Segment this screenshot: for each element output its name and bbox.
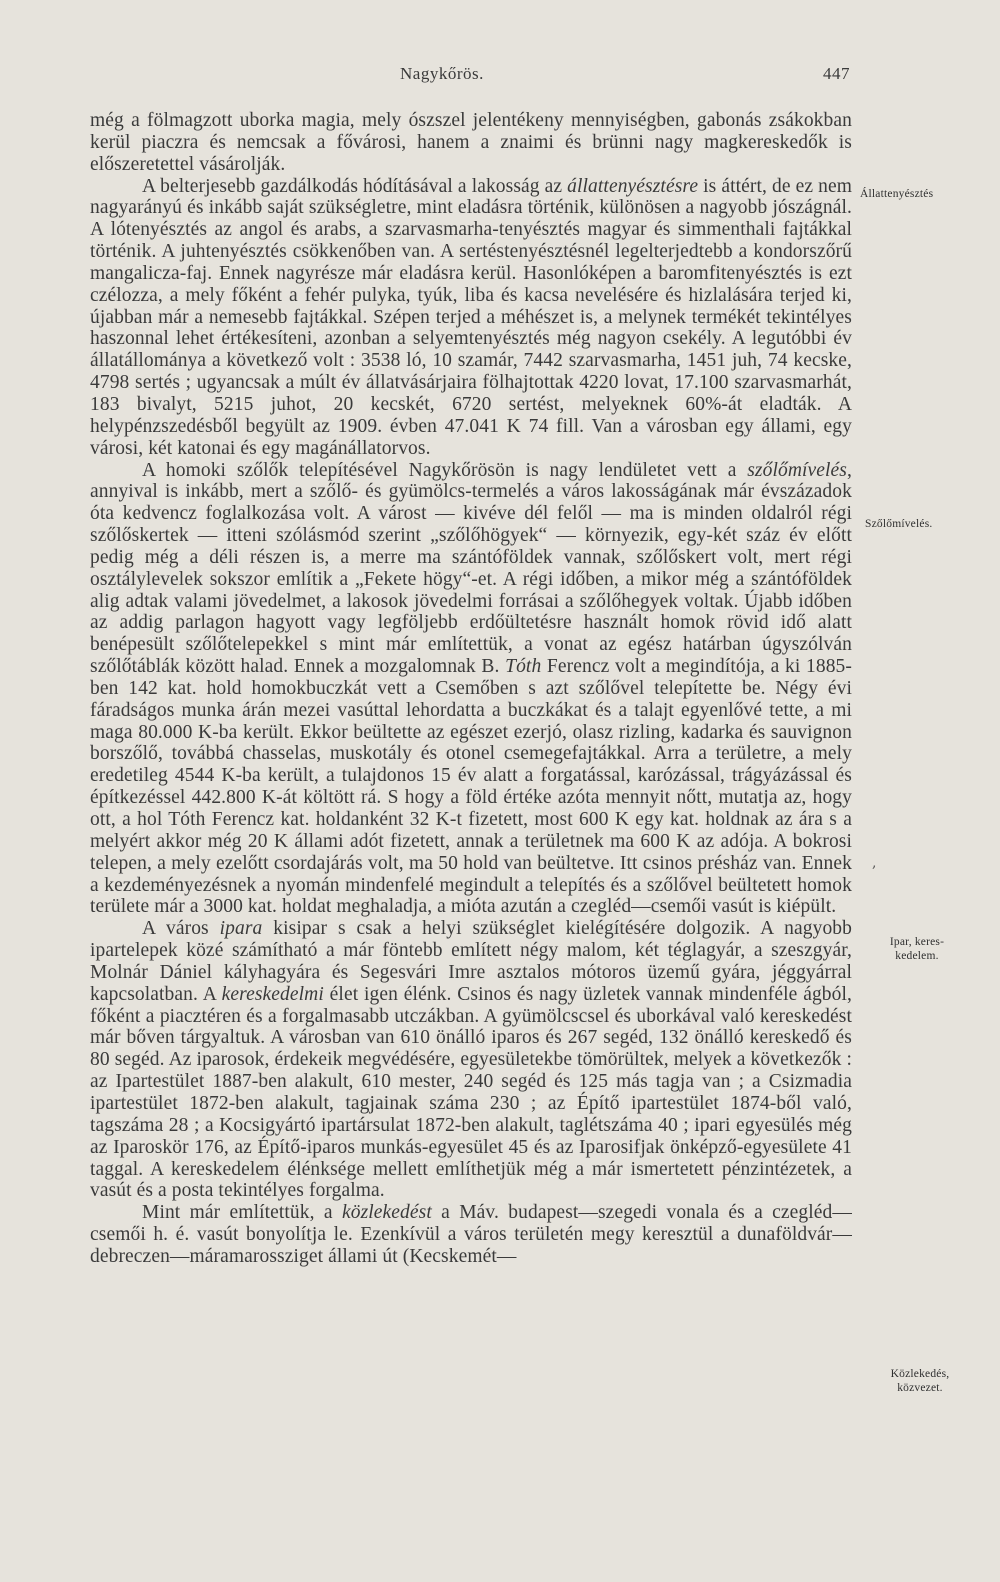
paragraph-p5 xyxy=(90,1202,852,1268)
running-title: Nagykőrös. xyxy=(400,64,484,83)
running-head xyxy=(90,64,850,86)
body-text xyxy=(90,110,852,1268)
stray-print-mark: , xyxy=(872,855,877,871)
margin-note-allattenyesztes xyxy=(860,187,933,201)
text-run: A város xyxy=(142,918,220,940)
italic-term: ipara xyxy=(219,918,263,940)
text-run: is áttért, de ez nem nagyarányú és inkább saját szükségletre, mint eladásra történik, különösen a nagyobb jószágnál. A lótenyésztés az angol és arabs, a szarvasmarha-tenyésztés magyar és simmenthali fajtákkal történik. A juhtenyésztés csökkenőben van. A sertéstenyésztésnél legelterjedtebb a kondorszőrű mangalicza-faj. Ennek nagyrésze már eladásra kerül. Hasonlóképen a baromfitenyésztés is ezt czélozza, a mely főként a fehér pulyka, tyúk, liba és kacsa nevelésére és hizlalására terjed ki, újabban már a nemesebb fajtákkal. Szépen terjed a méhészet is, a melynek termékét tekintélyes haszonnal lehet értékesíteni, azonban a selyemtenyésztés még nagyon csekély. A legutóbbi év állatállománya a következő volt : 3538 ló, 10 szamár, 7442 szarvasmarha, 1451 juh, 74 kecske, 4798 sertés ; ugyancsak a múlt év állatvásárjaira fölhajtottak 4220 lovat, 17.100 szarvasmarhát, 183 bivalyt, 5215 juhot, 20 kecskét, 6720 sertést, melyeknek 60%-át eladták. A helypénzszedésből begyült az 1909. évben 47.041 K 74 fill. Van a városban egy állami, egy városi, két katonai és egy magánállatorvos. xyxy=(90,175,852,459)
italic-term: szőlőmívelés xyxy=(747,459,848,481)
margin-note-line: Állattenyésztés xyxy=(860,188,934,200)
text-run: Ferencz volt a megindítója, a ki 1885-ben 142 kat. hold homokbuczkát vett a Csemőben s azt szőlővel telepítette be. Négy évi fáradságos munka árán mezei vasúttal lehordatta a buczkákat és a talajt egyenlővé tette, a mi maga 80.000 K-ba került. Ekkor beültette az egészet ezerjó, olasz rizling, kadarka és sauvignon borszőlő, továbbá chasselas, muskotály és otonel csemegefajtákkal. Arra a területre, a mely eredetileg 4544 K-ba került, a tulajdonos 15 év alatt a forgatással, karózással, trágyázással és építkezéssel 442.800 K-át költött rá. S hogy a föld értéke azóta mennyit nőtt, mutatja az, hogy ott, a hol Tóth Ferencz kat. holdanként 32 K-t fizetett, most 600 K egy kat. holdnak az ára s a melyért akkor még 20 K állami adót fizetett, annak a területnek ma 600 K az adója. A bokrosi telepen, a mely ezelőtt csordajárás volt, ma 50 hold van beültetve. Itt csinos présház van. Ennek a kezdeményezésnek a nyomán mindenfelé megindult a telepítés és a szőlővel beültetett homok területe már a 3000 kat. holdat meghaladja, a mióta azután a czegléd—csemői vasút is kiépült. xyxy=(90,656,852,918)
page-number: 447 xyxy=(823,64,850,83)
text-run: még a fölmagzott uborka magia, mely ószszel jelentékeny mennyiségben, gabonás zsákokban kerül piaczra és nemcsak a fővárosi, hanem a znaimi és brünni nagy magkereskedők is előszeretettel vásárolják. xyxy=(90,110,852,175)
margin-note-line: Közlekedés, xyxy=(890,1368,950,1380)
italic-term: Tóth xyxy=(505,656,542,678)
paragraph-p2 xyxy=(90,176,852,460)
italic-term: kereskedelmi xyxy=(221,983,324,1005)
text-run: A homoki szőlők telepítésével Nagykőrösön is nagy lendületet vett a xyxy=(142,459,748,481)
paragraph-p4 xyxy=(90,918,852,1202)
text-run: élet igen élénk. Csinos és nagy üzletek vannak mindenféle ágból, főként a piacztéren és a forgalmasabb utczákban. A gyümölcscsel és uborkával való kereskedést már bőven tárgyaltuk. A városban van 610 önálló iparos és 267 segéd, 132 önálló kereskedő és 80 segéd. Az iparosok, érdekeik megvédésére, egyesületekbe tömörültek, melyek a következők : az Ipartestület 1887-ben alakult, 610 mester, 240 segéd és 125 más tagja van ; a Csizmadia ipartestület 1872-ben alakult, tagjainak száma 230 ; az Építő ipartestület 1874-ből való, tagszáma 28 ; a Kocsigyártó ipartársulat 1872-ben alakult, taglétszáma 40 ; ipari egyesülés még az Iparoskör 176, az Építő-iparos munkás-egyesület 45 és az Iparosifjak önképző-egyesülete 41 taggal. A kereskedelem élénksége mellett említhetjük még a már ismertetett pénzintézetek, a vasút és a posta tekintélyes forgalma. xyxy=(90,983,852,1202)
text-run: Mint már említettük, a xyxy=(142,1202,342,1224)
italic-term: közlekedést xyxy=(341,1202,432,1224)
text-run: , annyival is inkább, mert a szőlő- és gyümölcs-termelés a város lakosságának már évszázadok óta kedvencz foglalkozása volt. A várost — kivéve dél felől — ma is minden oldalról régi szőlőskertek — itteni szólásmód szerint „szőlőhögyek“ — környezik, egy-két száz év előtt pedig még a déli részen is, a merre ma szántóföldek vannak, szőlőskert volt, mert régi osztálylevelek sokszor említik a „Fekete högy“-et. A régi időben, a mikor még a szántóföldek alig adtak valami jövedelmet, a lakosok jövedelmi forrásai a szőlőhegyek voltak. Újabb időben az addig parlagon hagyott vagy legföljebb erdőültetésre használt homok rövid idő alatt benépesült szőlőtelepekkel s mint már említettük, a vonat az egész határban úgyszólván szőlőtáblák között halad. Ennek a mozgalomnak B. xyxy=(90,459,852,678)
text-run: a Máv. budapest—szegedi vonala és a czegléd—csemői h. é. vasút bonyolítja le. Ezenkívül a város területén megy keresztül a dunaföldvár—debreczen—máramarossziget állami út (Kecskemét— xyxy=(90,1202,853,1267)
margin-note-kozlekedes xyxy=(865,1367,975,1395)
text-run: kisipar s csak a helyi szükséglet kielégítésére dolgozik. A nagyobb ipartelepek közé számítható a már föntebb említett négy malom, két téglagyár, a szeszgyár, Molnár Dániel kályhagyára és Segesvári Imre asztalos mótoros üzemű gyára, jéggyárral kapcsolatban. A xyxy=(90,918,852,1005)
text-run: A belterjesebb gazdálkodás hódításával a lakosság az xyxy=(142,175,568,197)
margin-note-line: Szőlőmívelés. xyxy=(865,518,933,530)
paragraph-p3 xyxy=(90,460,852,919)
italic-term: állattenyésztésre xyxy=(567,175,699,197)
margin-note-line: Ipar, keres- xyxy=(889,936,945,948)
paragraph-p1 xyxy=(90,110,852,176)
margin-note-szolomuveles xyxy=(865,517,932,531)
margin-note-ipar-kereskedelem xyxy=(862,935,972,963)
margin-note-line: közvezet. xyxy=(897,1382,943,1394)
margin-note-line: kedelem. xyxy=(895,950,939,962)
